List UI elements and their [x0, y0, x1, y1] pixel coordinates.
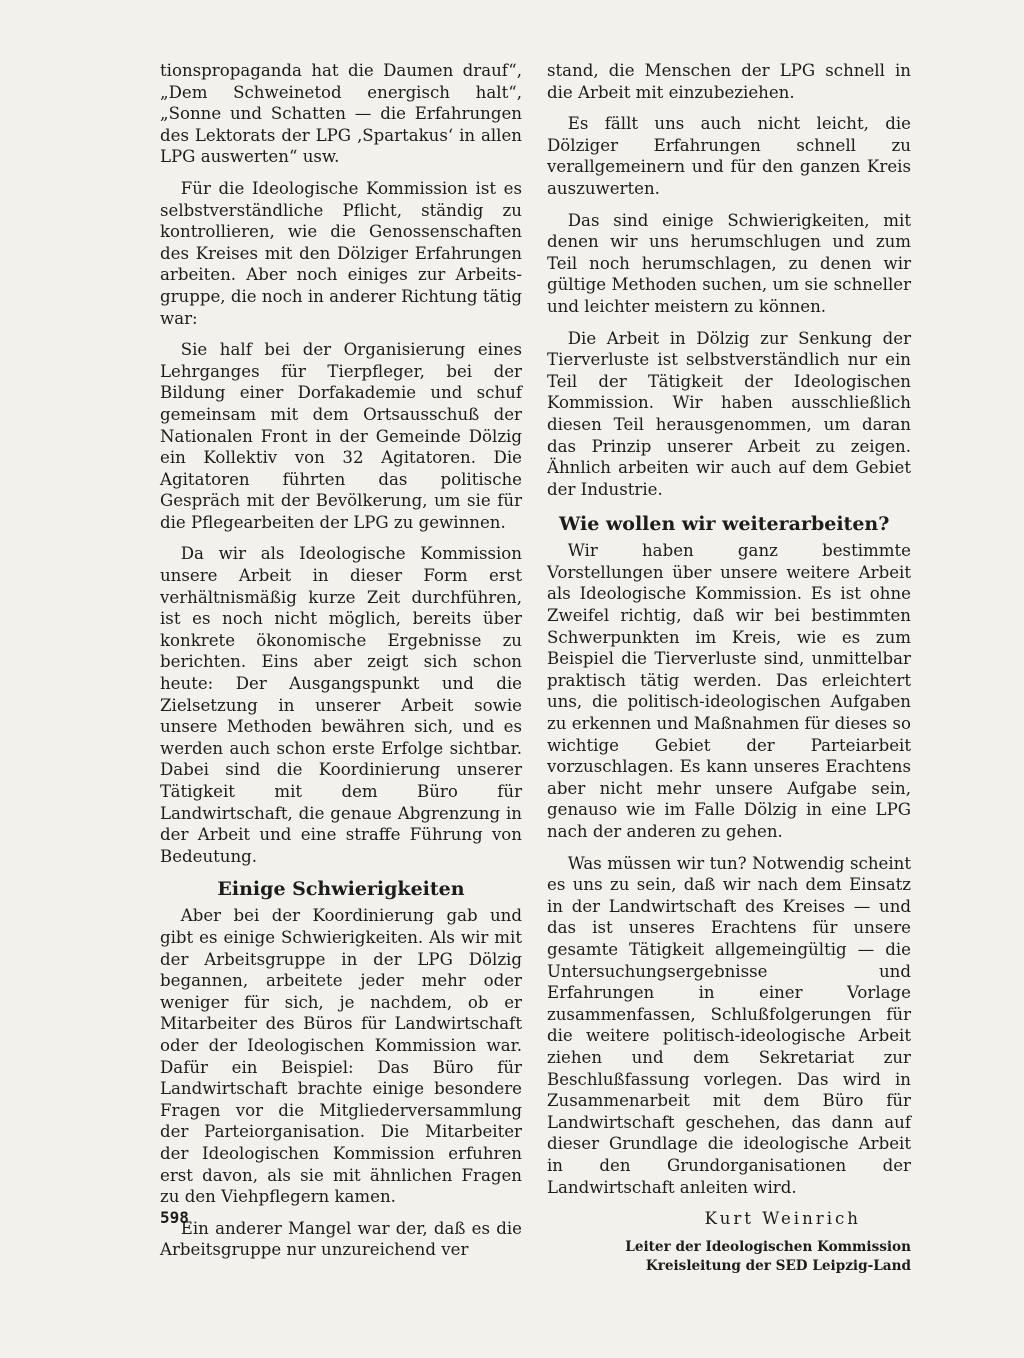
- paragraph: Wir haben ganz bestimmte Vorstellungen über unsere weitere Arbeit als Ideologische Kommission. Es ist ohne Zweifel richtig, daß wir bei bestimmten Schwerpunkten im Kreis, wie es zum Beispiel die Tierverluste sind, unmittelbar praktisch tätig werden. Das erleichtert uns, die politisch-ideologischen Aufgaben zu erkennen und Maßnahmen für dieses so wichtige Gebiet der Parteiarbeit vorzuschlagen. Es kann unseres Erachtens aber nicht mehr unsere Aufgabe sein, genauso wie im Falle Dölzig in eine LPG nach der anderen zu gehen.: [547, 541, 911, 841]
- paragraph: Aber bei der Koordinierung gab und gibt es einige Schwierigkeiten. Als wir mit der Arbeitsgruppe in der LPG Dölzig begannen, arbeitete jeder mehr oder weniger für sich, je nachdem, ob er Mitarbeiter des Büros für Landwirtschaft oder der Ideologischen Kommission war. Dafür ein Beispiel: Das Büro für Landwirtschaft brachte einige besondere Fragen vor die Mitgliederversammlung der Parteiorganisation. Die Mitarbeiter der Ideologischen Kommission erfuhren erst davon, als sie mit ähnlichen Fragen zu den Viehpflegern kamen.: [160, 906, 522, 1207]
- paragraph: Sie half bei der Organisierung eines Lehrganges für Tierpfleger, bei der Bildung einer Dorfakademie und schuf gemeinsam mit dem Ortsausschuß der Nationalen Front in der Gemeinde Dölzig ein Kollektiv von 32 Agitatoren. Die Agitatoren führten das politische Gespräch mit der Bevölkerung, um sie für die Pflegearbeiten der LPG zu gewinnen.: [160, 340, 522, 532]
- paragraph: Ein anderer Mangel war der, daß es die Arbeitsgruppe nur unzureichend ver: [160, 1218, 522, 1260]
- author-role: Leiter der Ideologischen Kommission: [625, 1238, 911, 1255]
- page-number: 598: [160, 1208, 189, 1227]
- paragraph: Was müssen wir tun? Notwendig scheint es uns zu sein, daß wir nach dem Einsatz in der Landwirtschaft des Kreises — und das ist unseres Erachtens für unsere gesamte Tätigkeit allgemeingültig — die Untersuchungsergebnisse und Erfahrungen in einer Vorlage zusammenfassen, Schlußfolgerungen für die weitere politisch-ideologische Arbeit ziehen und dem Sekretariat zur Beschlußfassung vorlegen. Das wird in Zusammenarbeit mit dem Büro für Landwirtschaft geschehen, das dann auf dieser Grundlage die ideologische Arbeit in den Grundorganisationen der Landwirtschaft anleiten wird.: [547, 853, 911, 1197]
- section-heading: Wie wollen wir weiterarbeiten?: [559, 513, 890, 536]
- section-heading: Einige Schwierigkeiten: [217, 878, 465, 901]
- paragraph: stand, die Menschen der LPG schnell in die Arbeit mit einzubeziehen.: [547, 61, 911, 102]
- paragraph: Das sind einige Schwierigkeiten, mit denen wir uns herumschlugen und zum Teil noch herumschlagen, zu denen wir gültige Methoden suchen, um sie schneller und leichter meistern zu können.: [547, 210, 911, 316]
- paragraph: Da wir als Ideologische Kommission unsere Arbeit in dieser Form erst verhältnismäßig kurze Zeit durchführen, ist es noch nicht möglich, bereits über konkrete ökonomische Ergebnisse zu berichten. Eins aber zeigt sich schon heute: Der Ausgangspunkt und die Zielsetzung in unserer Arbeit sowie unsere Methoden bewähren sich, und es werden auch schon erste Erfolge sichtbar. Dabei sind die Koordinierung unserer Tätigkeit mit dem Büro für Landwirtschaft, die genaue Abgrenzung in der Arbeit und eine straffe Führung von Bedeutung.: [160, 544, 522, 866]
- paragraph: Es fällt uns auch nicht leicht, die Dölziger Erfahrungen schnell zu verallgemeinern und für den ganzen Kreis auszuwerten.: [547, 114, 911, 198]
- paragraph: Für die Ideologische Kommission ist es selbstverständliche Pflicht, ständig zu kontrollieren, wie die Genossenschaften des Kreises mit den Dölziger Erfahrungen arbeiten. Aber noch einiges zur Arbeitsgruppe, die noch in anderer Richtung tätig war:: [160, 178, 522, 328]
- paragraph: tionspropaganda hat die Daumen drauf“, „Dem Schweinetod energisch halt“, „Sonne und Schatten — die Erfahrungen des Lektorats der LPG ‚Spartakus‘ in allen LPG auswerten“ usw.: [160, 61, 522, 167]
- author-organization: Kreisleitung der SED Leipzig-Land: [645, 1257, 911, 1274]
- paragraph: Die Arbeit in Dölzig zur Senkung der Tierverluste ist selbstverständlich nur ein Teil der Tätigkeit der Ideologischen Kommission. Wir haben ausschließlich diesen Teil herausgenommen, um daran das Prinzip unserer Arbeit zu zeigen. Ähnlich arbeiten wir auch auf dem Gebiet der Industrie.: [547, 328, 911, 499]
- right-column: [547, 60, 911, 1276]
- left-column: [160, 60, 522, 1271]
- author-signature: Kurt Weinrich: [704, 1209, 861, 1229]
